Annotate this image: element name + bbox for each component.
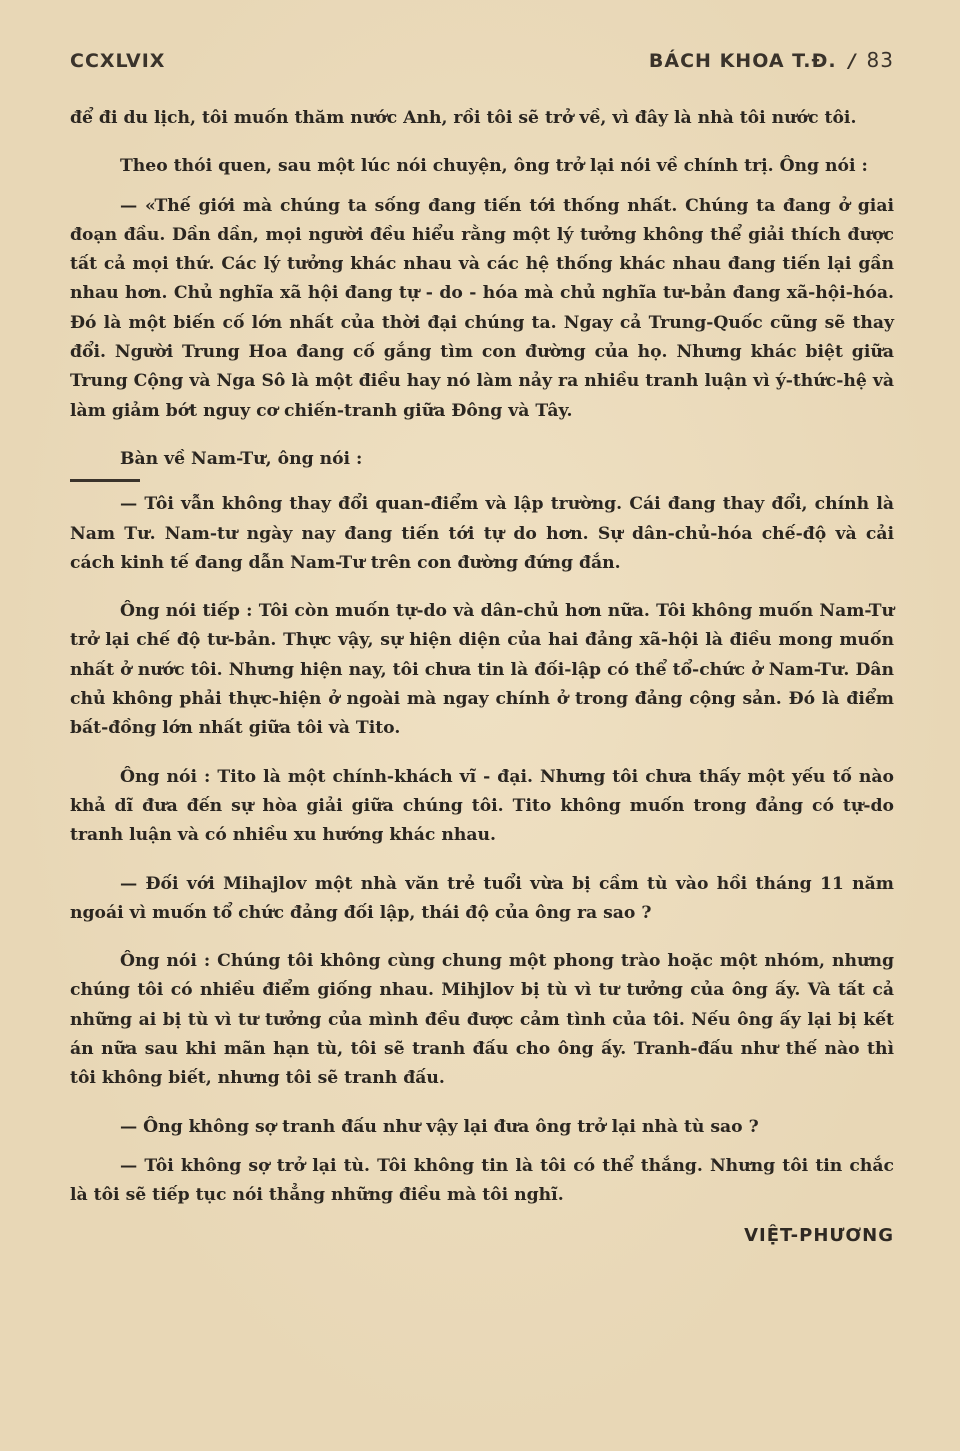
paragraph: — «Thế giới mà chúng ta sống đang tiến tới thống nhất. Chúng ta đang ở giai đoạn đầu. Dần dần, mọi người đều hiểu rằng một lý tưởng không thể giải thích được tất cả mọi thứ. Các lý tưởng khác nhau và các hệ thống khác nhau đang tiến lại gần nhau hơn. Chủ nghĩa xã hội đang tự - do - hóa mà chủ nghĩa tư-bản đang xã-hội-hóa. Đó là một biến cố lớn nhất của thời đại chúng ta. Ngay cả Trung-Quốc cũng sẽ thay đổi. Người Trung Hoa đang cố gắng tìm con đường của họ. Nhưng khác biệt giữa Trung Cộng và Nga Sô là một điều hay nó làm nảy ra nhiều tranh luận vì ý-thức-hệ và làm giảm bớt nguy cơ chiến-tranh giữa Đông và Tây. bbox=[70, 195, 894, 421]
paragraph: Ông nói : Tito là một chính-khách vĩ - đại. Nhưng tôi chưa thấy một yếu tố nào khả dĩ đưa đến sự hòa giải giữa chúng tôi. Tito không muốn trong đảng có tự-do tranh luận và có nhiều xu hướng khác nhau. bbox=[70, 766, 894, 846]
header-publication: BÁCH KHOA T.Đ. bbox=[648, 50, 837, 72]
margin-dash-mark bbox=[70, 479, 140, 482]
header-separator: / bbox=[848, 50, 857, 72]
paragraph: — Tôi không sợ trở lại tù. Tôi không tin là tôi có thể thắng. Nhưng tôi tin chắc là tôi sẽ tiếp tục nói thẳng những điều mà tôi nghĩ. bbox=[70, 1155, 894, 1206]
paragraph: — Đối với Mihajlov một nhà văn trẻ tuổi vừa bị cầm tù vào hồi tháng 11 năm ngoái vì muốn tổ chức đảng đối lập, thái độ của ông ra sao ? bbox=[70, 873, 894, 923]
header-right bbox=[649, 48, 894, 72]
page-number: 83 bbox=[866, 48, 894, 72]
paragraph: — Ông không sợ tranh đấu như vậy lại đưa ông trở lại nhà tù sao ? bbox=[120, 1116, 759, 1137]
paragraph: Ông nói : Chúng tôi không cùng chung một phong trào hoặc một nhóm, nhưng chúng tôi có nhiều điểm giống nhau. Mihjlov bị tù vì tư tưởng của ông ấy. Và tất cả những ai bị tù vì tư tưởng của mình đều được cảm tình của tôi. Nếu ông ấy lại bị kết án nữa sau khi mãn hạn tù, tôi sẽ tranh đấu cho ông ấy. Tranh-đấu như thế nào thì tôi không biết, nhưng tôi sẽ tranh đấu. bbox=[70, 951, 894, 1089]
paragraph: Ông nói tiếp : Tôi còn muốn tự-do và dân-chủ hơn nữa. Tôi không muốn Nam-Tư trở lại chế độ tư-bản. Thực vậy, sự hiện diện của hai đảng xã-hội là điều mong muốn nhất ở nước tôi. Nhưng hiện nay, tôi chưa tin là đối-lập có thể tổ-chức ở Nam-Tư. Dân chủ không phải thực-hiện ở ngoài mà ngay chính ở trong đảng cộng sản. Đó là điểm bất-đồng lớn nhất giữa tôi và Tito. bbox=[70, 601, 894, 739]
paragraph: Bàn về Nam-Tư, ông nói : bbox=[120, 448, 363, 469]
author-signature: VIỆT-PHƯƠNG bbox=[744, 1224, 894, 1246]
paragraph: — Tôi vẫn không thay đổi quan-điểm và lập trường. Cái đang thay đổi, chính là Nam Tư. Nam-tư ngày nay đang tiến tới tự do hơn. Sự dân-chủ-hóa chế-độ và cải cách kinh tế đang dẫn Nam-Tư trên con đường đứng đắn. bbox=[70, 494, 894, 573]
header-left-code: CCXLVIX bbox=[70, 50, 166, 72]
paragraph: để đi du lịch, tôi muốn thăm nước Anh, rồi tôi sẽ trở về, vì đây là nhà tôi nước tôi. bbox=[70, 108, 857, 128]
article-body bbox=[70, 104, 894, 1250]
running-header bbox=[70, 48, 894, 72]
paragraph: Theo thói quen, sau một lúc nói chuyện, ông trở lại nói về chính trị. Ông nói : bbox=[120, 156, 868, 177]
